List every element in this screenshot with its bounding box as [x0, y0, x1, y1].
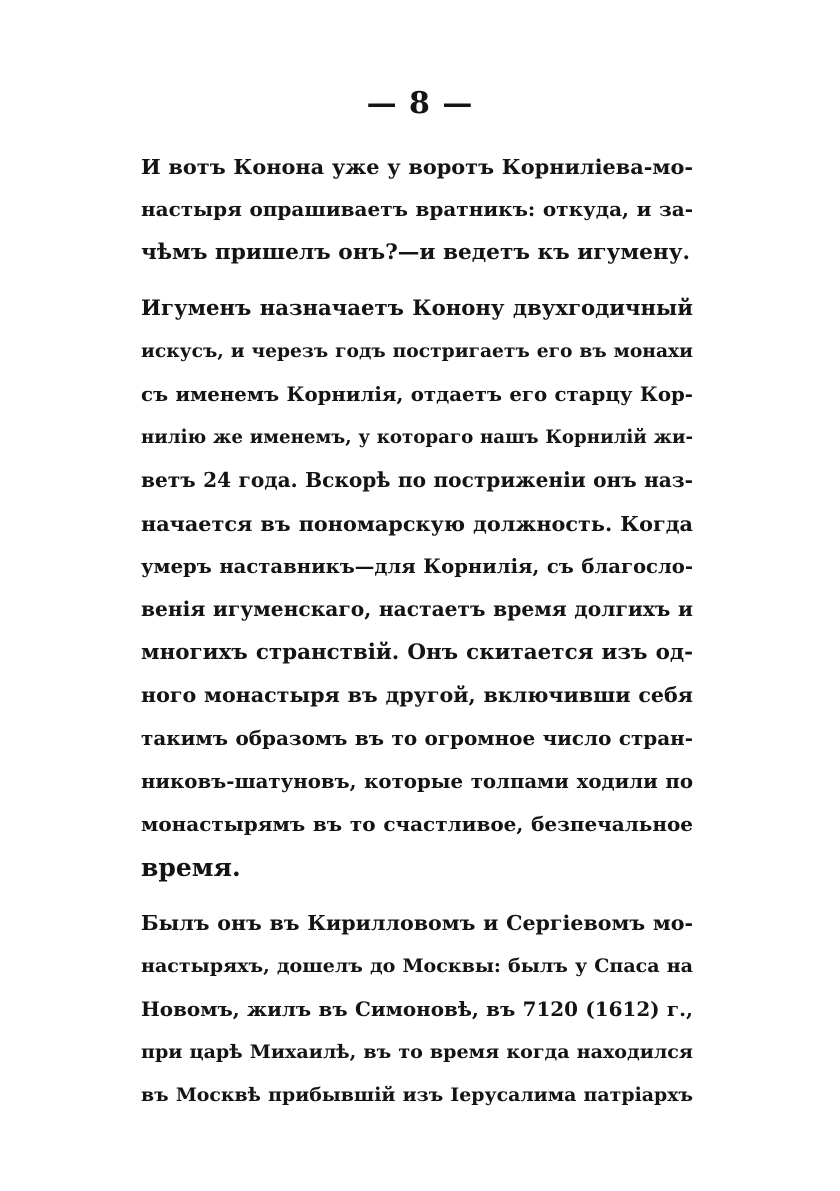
text-line: настыря опрашиваетъ вратникъ: откуда, и за-: [141, 197, 693, 221]
text-line: венія игуменскаго, настаетъ время долгихъ и: [141, 597, 693, 621]
text-line: чѣмъ пришелъ онъ?—и ведетъ къ игумену.: [141, 240, 691, 265]
text-line: съ именемъ Корнилія, отдаетъ его старцу Кор-: [141, 382, 693, 406]
text-line: многихъ странствій. Онъ скитается изъ од-: [141, 640, 693, 665]
text-line: Былъ онъ въ Кирилловомъ и Сергіевомъ мо-: [141, 911, 693, 935]
page-number: — 8 —: [366, 86, 474, 121]
text-line: ного монастыря въ другой, включивши себя: [141, 683, 693, 707]
paragraph-3: [141, 902, 693, 1117]
text-line: монастырямъ въ то счастливое, безпечальное: [141, 812, 693, 836]
text-line: настыряхъ, дошелъ до Москвы: былъ у Спаса на: [141, 955, 693, 977]
paragraph-2: [141, 287, 693, 889]
text-line: Новомъ, жилъ въ Симоновѣ, въ 7120 (1612) г.,: [141, 997, 693, 1021]
text-line: нилію же именемъ, у котораго нашъ Корнилій жи-: [141, 427, 693, 448]
text-line: время.: [141, 853, 241, 882]
text-line: начается въ пономарскую должность. Когда: [141, 511, 693, 536]
text-line: умеръ наставникъ—для Корнилія, съ благосло-: [141, 555, 693, 578]
text-line: никовъ-шатуновъ, которые толпами ходили по: [141, 769, 693, 793]
text-line: при царѣ Михаилѣ, въ то время когда находился: [141, 1041, 693, 1063]
paragraph-1: [141, 145, 693, 274]
text-line: ветъ 24 года. Вскорѣ по постриженіи онъ наз-: [141, 468, 693, 492]
text-line: искусъ, и черезъ годъ постригаетъ его въ монахи: [141, 340, 693, 362]
text-line: Игуменъ назначаетъ Конону двухгодичный: [141, 296, 693, 321]
text-line: въ Москвѣ прибывшій изъ Іерусалима патріархъ: [141, 1084, 693, 1106]
body-text: [141, 145, 693, 1117]
text-line: И вотъ Конона уже у воротъ Корниліева-мо-: [141, 154, 693, 179]
text-line: такимъ образомъ въ то огромное число стран-: [141, 726, 693, 750]
